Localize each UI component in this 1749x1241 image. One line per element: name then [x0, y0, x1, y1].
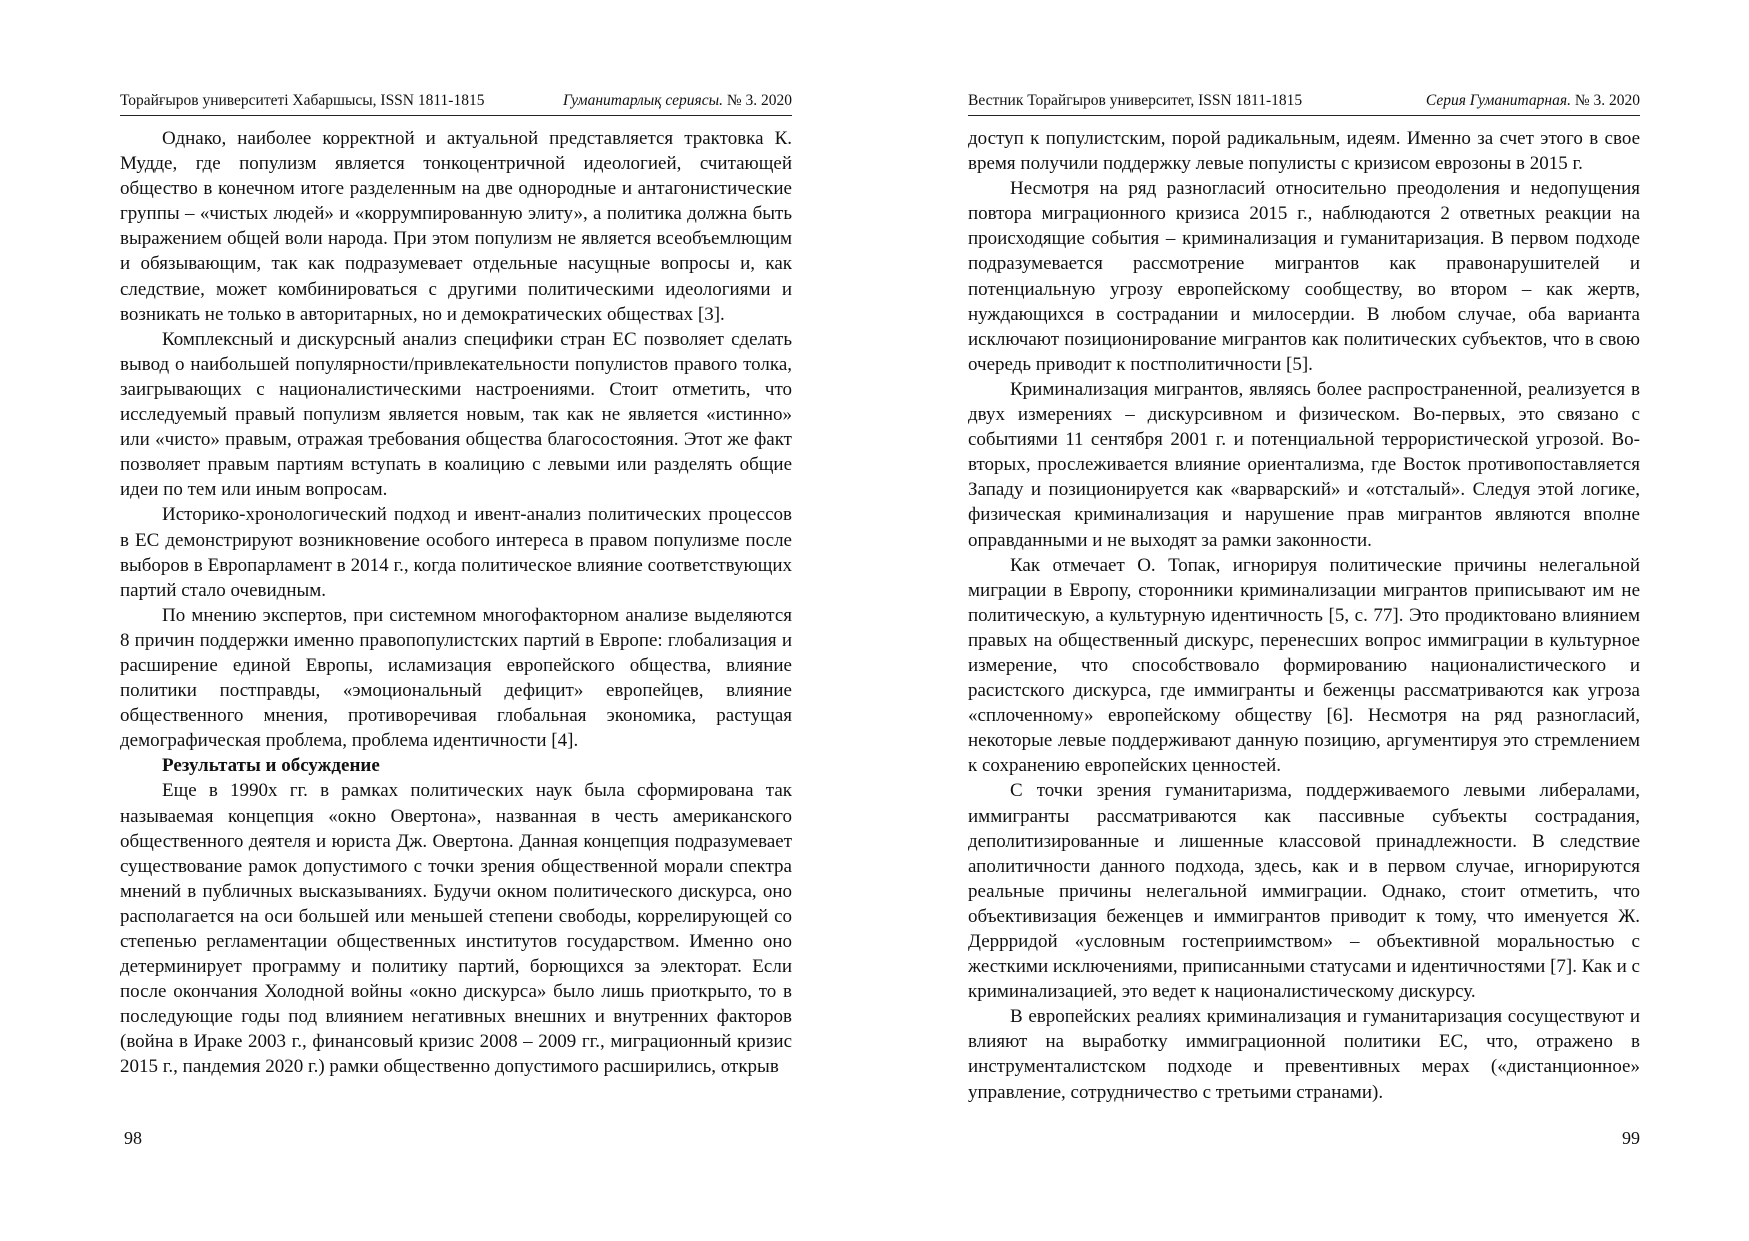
paragraph: В европейских реалиях криминализация и гуманитаризация сосуществуют и влияют на выработку иммиграционной политики ЕС, что, отражено в инструменталистском подходе и превентивных мерах («дистанционное» управление, сотрудничество с третьими странами). [968, 1006, 1640, 1103]
running-header [968, 92, 1640, 116]
paragraph: Историко-хронологический подход и ивент-анализ политических процессов в ЕС демонстрируют возникновение особого интереса в правом популизме после выборов в Европарламент в 2014 г., когда политическое влияние соответствующих партий стало очевидным. [120, 504, 792, 601]
journal-title: Торайғыров университеті Хабаршысы, ISSN 1811-1815 [120, 92, 485, 109]
journal-title: Вестник Торайгыров университет, ISSN 1811-1815 [968, 92, 1303, 109]
issue-number: № 3. 2020 [1574, 92, 1640, 109]
paragraph: Комплексный и дискурсный анализ специфики стран ЕС позволяет сделать вывод о наибольшей популярности/привлекательности популистов правого толка, заигрывающих с националистическими настроениями. Стоит отметить, что исследуемый правый популизм является новым, так как не является «истинно» или «чисто» правым, отражая требования общества благосостояния. Этот же факт позволяет правым партиям вступать в коалицию с левыми или разделять общие идеи по тем или иным вопросам. [120, 328, 792, 501]
right-page [968, 0, 1640, 1241]
paragraph: Как отмечает О. Топак, игнорируя политические причины нелегальной миграции в Европу, сторонники криминализации мигрантов приписывают им не политическую, а культурную идентичность [5, с. 77]. Это продиктовано влиянием правых на общественный дискурс, перенесших вопрос иммиграции в культурное измерение, что способствовало формированию националистического и расистского дискурса, где иммигранты и беженцы рассматриваются как угроза «сплоченному» европейскому обществу [6]. Несмотря на ряд разногласий, некоторые левые поддерживают данную позицию, аргументируя это стремлением к сохранению европейских ценностей. [968, 554, 1640, 777]
paragraph: Однако, наиболее корректной и актуальной представляется трактовка К. Мудде, где популизм является тонкоцентричной идеологией, считающей общество в конечном итоге разделенным на две однородные и антагонистические группы – «чистых людей» и «коррумпированную элиту», а политика должна быть выражением общей воли народа. При этом популизм не является всеобъемлющим и обязывающим, так как подразумевает отдельные насущные вопросы и, как следствие, может комбинироваться с другими политическими идеологиями и возникать не только в авторитарных, но и демократических обществах [3]. [120, 128, 792, 325]
paragraph: С точки зрения гуманитаризма, поддерживаемого левыми либералами, иммигранты рассматриваются как пассивные субъекты сострадания, деполитизированные и лишенные классовой принадлежности. В следствие аполитичности данного подхода, здесь, как и в первом случае, игнорируются реальные причины нелегальной иммиграции. Однако, стоит отметить, что объективизация беженцев и иммигрантов приводит к тому, что именуется Ж. Деррридой «условным гостеприимством» – объективной моральностью с жесткими исключениями, приписанными статусами и идентичностями [7]. Как и с криминализацией, это ведет к националистическому дискурсу. [968, 780, 1640, 1003]
body-text [968, 126, 1640, 1105]
section-heading: Результаты и обсуждение [162, 755, 380, 777]
page-number: 98 [124, 1128, 142, 1148]
series-name: Серия Гуманитарная. [1425, 92, 1571, 109]
series-issue [563, 92, 792, 110]
paragraph: По мнению экспертов, при системном многофакторном анализе выделяются 8 причин поддержки именно правопопулистских партий в Европе: глобализация и расширение единой Европы, исламизация европейского общества, влияние политики постправды, «эмоциональный дефицит» европейцев, влияние общественного мнения, противоречивая глобальная экономика, растущая демографическая проблема, проблема идентичности [4]. [120, 604, 792, 752]
paragraph: Несмотря на ряд разногласий относительно преодоления и недопущения повтора миграционного кризиса 2015 г., наблюдаются 2 ответных реакции на происходящие события – криминализация и гуманитаризация. В первом подходе подразумевается рассмотрение мигрантов как правонарушителей и потенциальную угрозу европейскому сообществу, во втором – как жертв, нуждающихся в сострадании и милосердии. В любом случае, оба варианта исключают позиционирование мигрантов как политических субъектов, что в свою очередь приводит к постполитичности [5]. [968, 178, 1640, 375]
page-number: 99 [1622, 1128, 1640, 1148]
issue-number: № 3. 2020 [726, 92, 792, 109]
paragraph: Криминализация мигрантов, являясь более распространенной, реализуется в двух измерениях – дискурсивном и физическом. Во-первых, это связано с событиями 11 сентября 2001 г. и потенциальной террористической угрозой. Во-вторых, прослеживается влияние ориентализма, где Восток противопоставляется Западу и позиционируется как «варварский» и «отсталый». Следуя этой логике, физическая криминализация и нарушение прав мигрантов являются вполне оправданными и не выходят за рамки законности. [968, 378, 1640, 551]
series-name: Гуманитарлық сериясы. [563, 92, 723, 109]
paragraph-continued: доступ к популистским, порой радикальным, идеям. Именно за счет этого в свое время получили поддержку левые популисты с кризисом еврозоны в 2015 г. [968, 128, 1640, 175]
series-issue [1426, 92, 1640, 110]
body-text [120, 126, 792, 1080]
left-page [120, 0, 792, 1241]
paragraph: Еще в 1990х гг. в рамках политических наук была сформирована так называемая концепция «окно Овертона», названная в честь американского общественного деятеля и юриста Дж. Овертона. Данная концепция подразумевает существование рамок допустимого с точки зрения общественной морали спектра мнений в публичных высказываниях. Будучи окном политического дискурса, оно располагается на оси большей или меньшей степени свободы, коррелирующей со степенью регламентации общественных институтов государством. Именно оно детерминирует программу и политику партий, борющихся за электорат. Если после окончания Холодной войны «окно дискурса» было лишь приоткрыто, то в последующие годы под влиянием негативных внешних и внутренних факторов (война в Ираке 2003 г., финансовый кризис 2008 – 2009 гг., миграционный кризис 2015 г., пандемия 2020 г.) рамки общественно допустимого расширились, открыв [120, 780, 792, 1078]
running-header [120, 92, 792, 116]
